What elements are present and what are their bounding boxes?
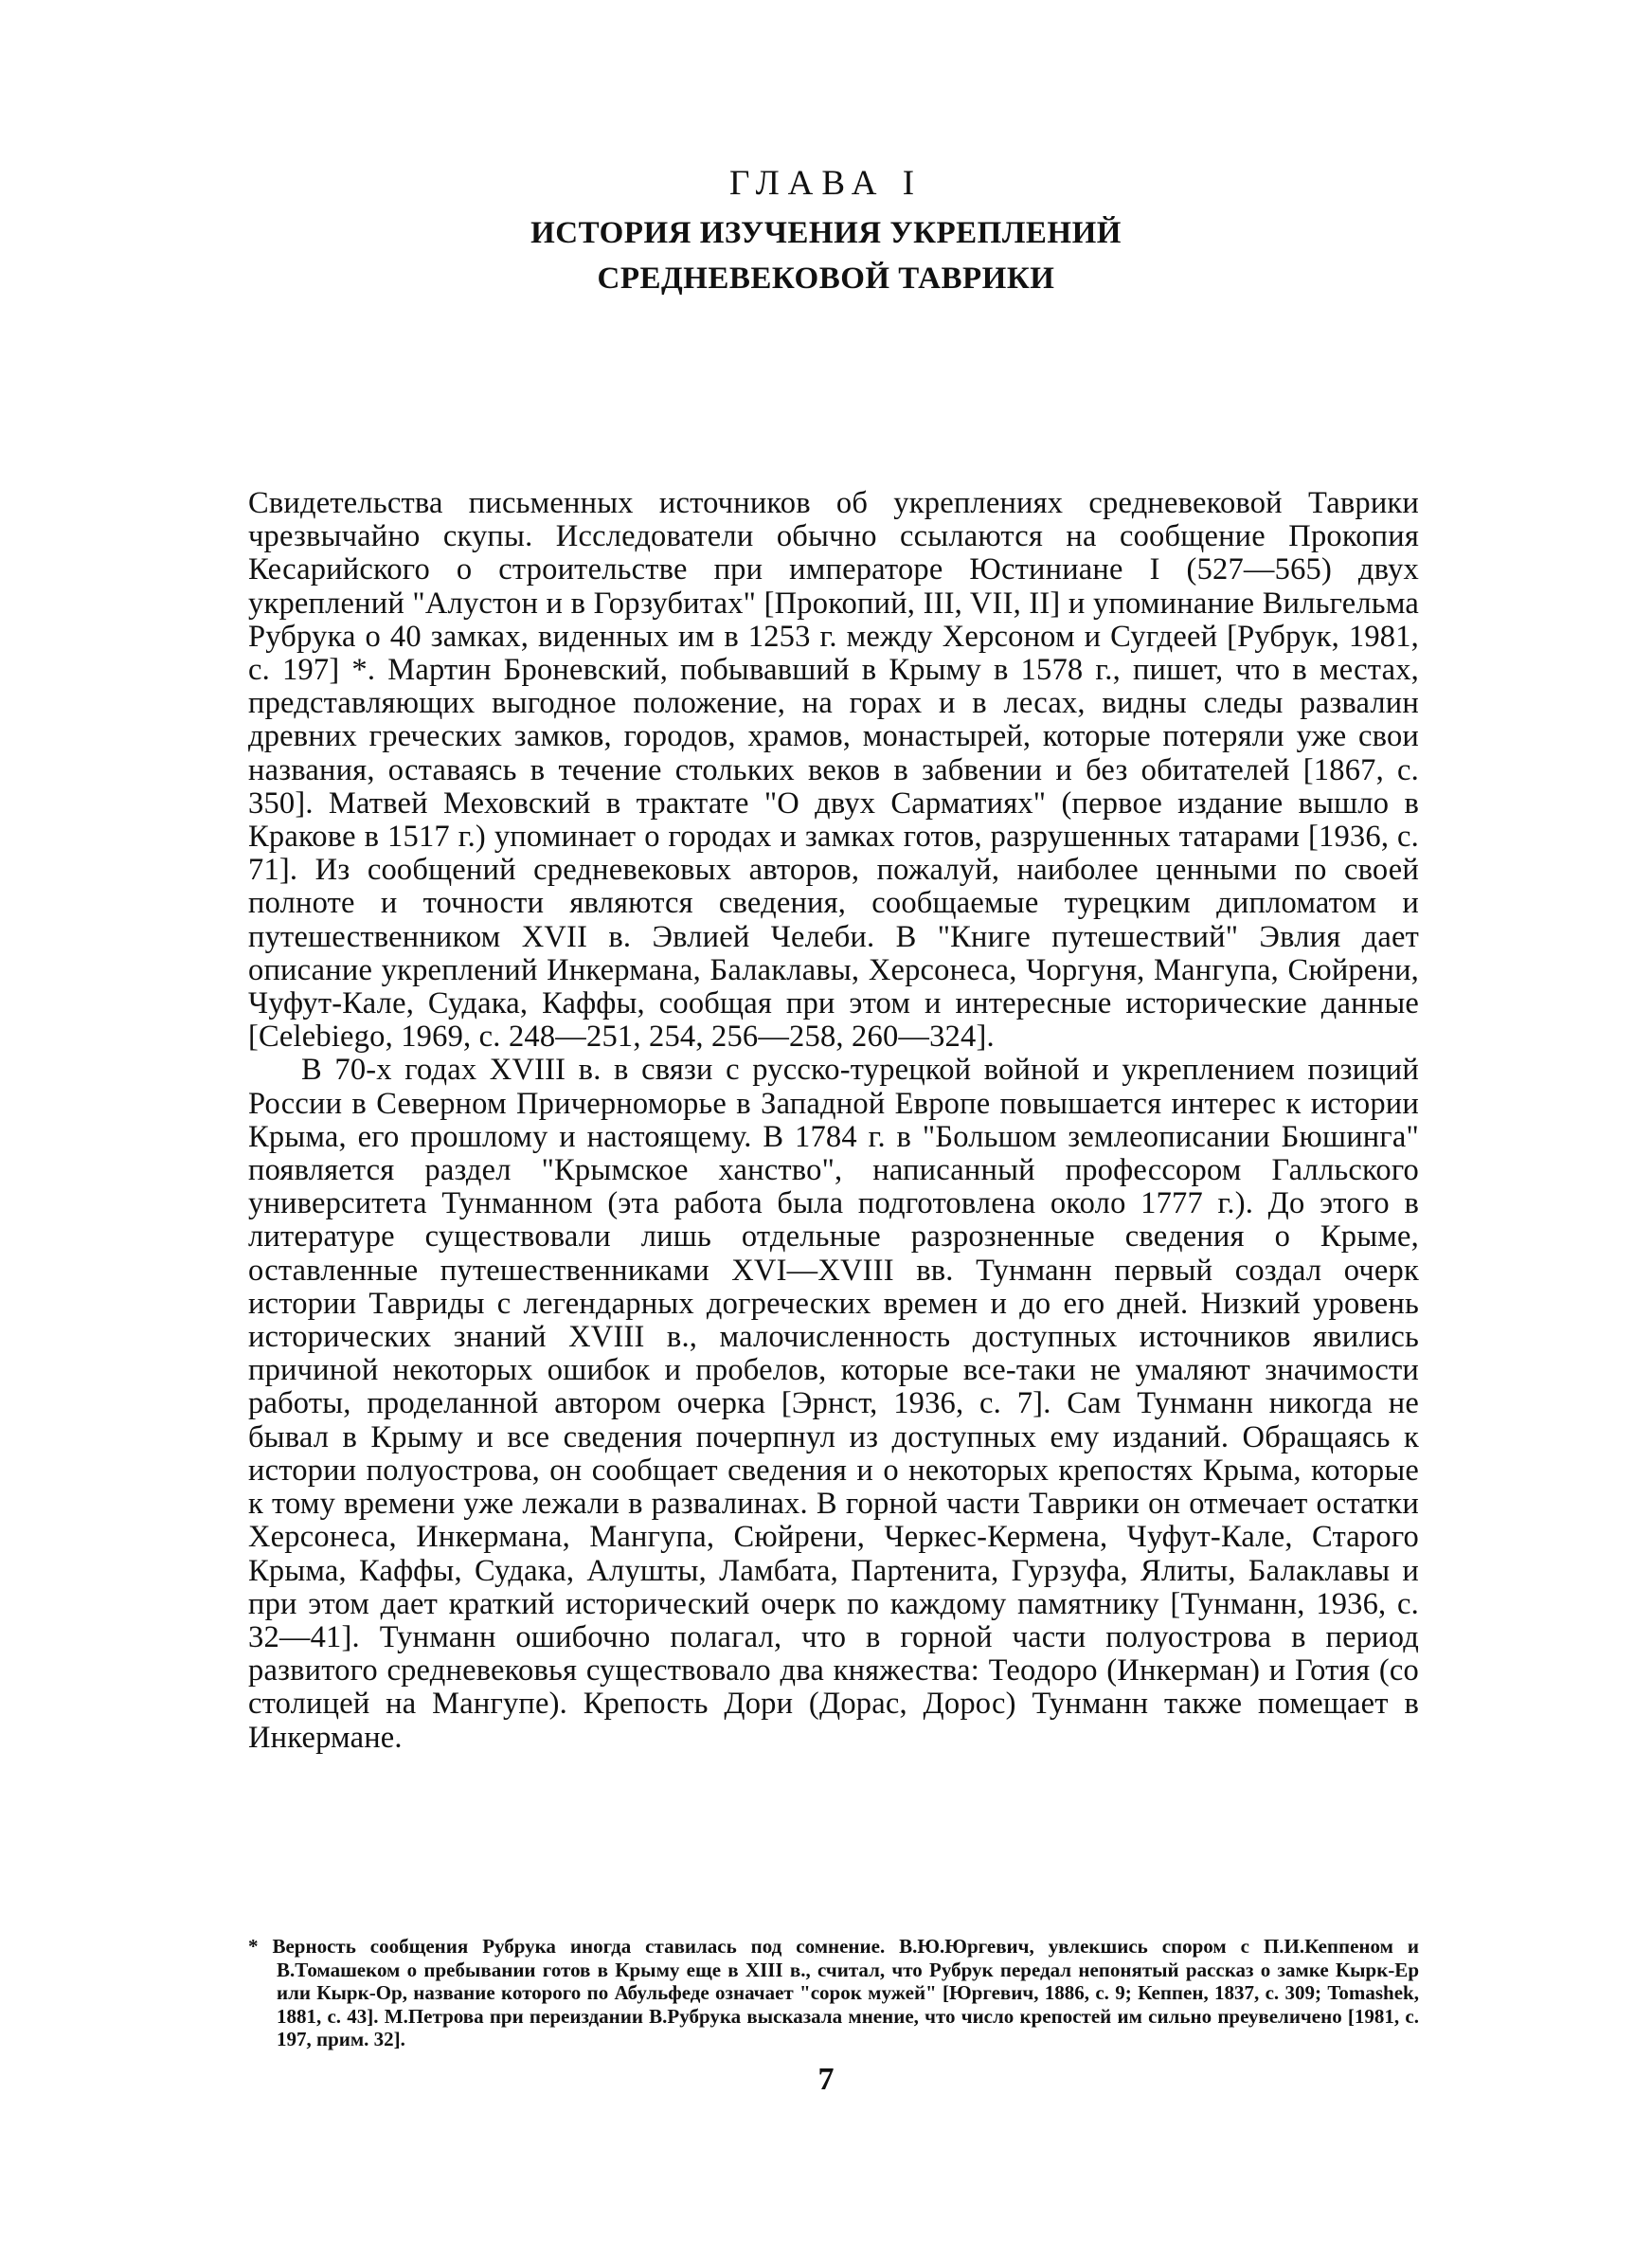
body-text (248, 487, 1419, 1755)
paragraph-2: В 70-х годах XVIII в. в связи с русско-турецкой войной и укреплением позиций России в Северном Причерноморье в Западной Европе повышается интерес к истории Крыма, его прошлому и настоящему. В 1784 г. в "Большом землеописании Бюшинга" появляется раздел "Крымское ханство", написанный профессором Галльского университета Тунманном (эта работа была подготовлена около 1777 г.). До этого в литературе существовали лишь отдельные разрозненные сведения о Крыме, оставленные путешественниками XVI—XVIII вв. Тунманн первый создал очерк истории Тавриды с легендарных догреческих времен и до его дней. Низкий уровень исторических знаний XVIII в., малочисленность доступных источников явились причиной некоторых ошибок и пробелов, которые все-таки не умаляют значимости работы, проделанной автором очерка [Эрнст, 1936, с. 7]. Сам Тунманн никогда не бывал в Крыму и все сведения почерпнул из доступных ему изданий. Обращаясь к истории полуострова, он сообщает сведения и о некоторых крепостях Крыма, которые к тому времени уже лежали в развалинах. В горной части Таврики он отмечает остатки Херсонеса, Инкермана, Мангупа, Сюйрени, Черкес-Кермена, Чуфут-Кале, Старого Крыма, Каффы, Судака, Алушты, Ламбата, Партенита, Гурзуфа, Ялиты, Балаклавы и при этом дает краткий исторический очерк по каждому памятнику [Тунманн, 1936, с. 32—41]. Тунманн ошибочно полагал, что в горной части полуострова в период развитого средневековья существовало два княжества: Теодоро (Инкерман) и Готия (со столицей на Мангупе). Крепость Дори (Дорас, Дорос) Тунманн также помещает в Инкермане. (248, 1053, 1419, 1755)
chapter-title-line-1: ИСТОРИЯ ИЗУЧЕНИЯ УКРЕПЛЕНИЙ (530, 216, 1122, 250)
footnote: * Верность сообщения Рубрука иногда ставилась под сомнение. В.Ю.Юргевич, увлекшись спором с П.И.Кеппеном и В.Томашеком о пребывании готов в Крыму еще в XIII в., считал, что Рубрук передал непонятый рассказ о замке Кырк-Ер или Кырк-Ор, название которого по Абульфеде означает "сорок мужей" [Юргевич, 1886, с. 9; Кеппен, 1837, с. 309; Tomashek, 1881, с. 43]. М.Петрова при переиздании В.Рубрука высказала мнение, что число крепостей им сильно преувеличено [1981, с. 197, прим. 32]. (248, 1935, 1419, 2050)
chapter-title-line-2: СРЕДНЕВЕКОВОЙ ТАВРИКИ (597, 262, 1055, 296)
paragraph-1: Свидетельства письменных источников об укреплениях средневековой Таврики чрезвычайно скупы. Исследователи обычно ссылаются на сообщение Прокопия Кесарийского о строительстве при императоре Юстиниане I (527—565) двух укреплений "Алустон и в Горзубитах" [Прокопий, III, VII, II] и упоминание Вильгельма Рубрука о 40 замках, виденных им в 1253 г. между Херсоном и Сугдеей [Рубрук, 1981, с. 197] *. Мартин Броневский, побывавший в Крыму в 1578 г., пишет, что в местах, представляющих выгодное положение, на горах и в лесах, видны следы развалин древних греческих замков, городов, храмов, монастырей, которые потеряли уже свои названия, оставаясь в течение стольких веков в забвении и без обитателей [1867, с. 350]. Матвей Меховский в трактате "О двух Сарматиях" (первое издание вышло в Кракове в 1517 г.) упоминает о городах и замках готов, разрушенных татарами [1936, с. 71]. Из сообщений средневековых авторов, пожалуй, наиболее ценными по своей полноте и точности являются сведения, сообщаемые турецким дипломатом и путешественником XVII в. Эвлией Челеби. В "Книге путешествий" Эвлия дает описание укреплений Инкермана, Балаклавы, Херсонеса, Чоргуня, Мангупа, Сюйрени, Чуфут-Кале, Судака, Каффы, сообщая при этом и интересные исторические данные [Celebiego, 1969, с. 248—251, 254, 256—258, 260—324]. (248, 486, 1419, 1055)
chapter-label: ГЛАВА I (728, 164, 924, 203)
chapter-title (0, 210, 1652, 301)
page-number: 7 (817, 2062, 835, 2097)
